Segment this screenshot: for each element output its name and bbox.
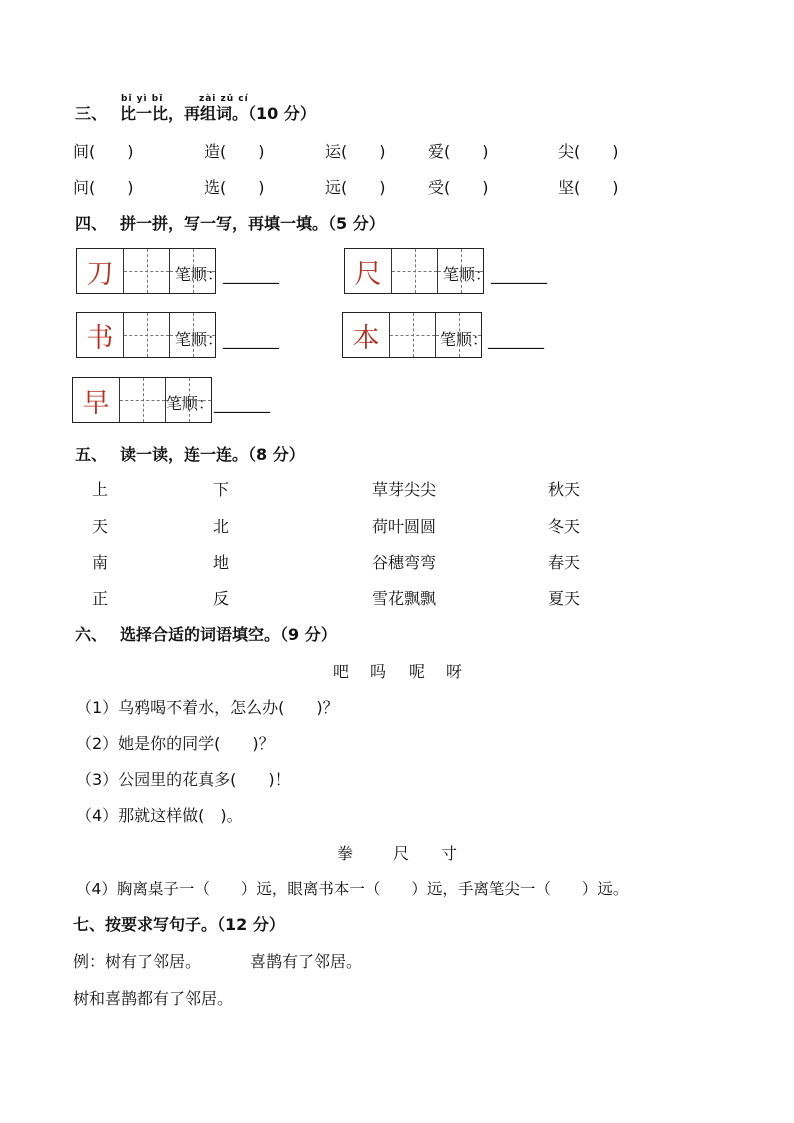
- word-pair-item: 运( ): [325, 142, 386, 161]
- match-item[interactable]: 反: [213, 589, 230, 608]
- match-item[interactable]: 荷叶圆圆: [372, 517, 437, 536]
- word-pair-item: 选( ): [204, 178, 265, 197]
- fill-blank-question: （2）她是你的同学( )？: [76, 734, 275, 753]
- stroke-order-label: 笔顺：_______: [175, 330, 280, 349]
- grid-cell-character: [73, 378, 119, 422]
- word-bank-item: 尺: [393, 844, 410, 863]
- section-4-number: 四、: [75, 214, 108, 233]
- word-bank-item: 呀: [446, 662, 463, 681]
- pinyin-bi-yi-bi: bǐ yì bǐ: [121, 94, 164, 104]
- match-item[interactable]: 草芽尖尖: [372, 480, 437, 499]
- grid-cell-blank[interactable]: [389, 313, 435, 357]
- pinyin-zai-zu-ci: zài zǔ cí: [199, 94, 249, 104]
- grid-cell-character: [345, 249, 391, 293]
- section-6-title: 选择合适的词语填空。（9 分）: [120, 625, 337, 644]
- grid-cell-blank[interactable]: [123, 313, 169, 357]
- word-pair-item: 爱( ): [428, 142, 489, 161]
- example-sentence-1: 例：树有了邻居。: [73, 952, 202, 971]
- grid-cell-character: [343, 313, 389, 357]
- word-pair-item: 坚( ): [558, 178, 619, 197]
- example-sentence-combined: 树和喜鹊都有了邻居。: [73, 989, 234, 1008]
- stroke-order-label: 笔顺：_______: [440, 330, 545, 349]
- word-bank-item: 呢: [409, 662, 426, 681]
- fill-blank-question: （1）乌鸦喝不着水，怎么办( )？: [76, 698, 339, 717]
- fill-blank-question: （4）胸离桌子一（ ）远，眼离书本一（ ）远，手离笔尖一（ ）远。: [76, 880, 629, 898]
- character-ben: 本: [352, 322, 380, 354]
- character-shu: 书: [86, 322, 114, 354]
- section-6-number: 六、: [75, 625, 108, 644]
- stroke-order-label: 笔顺：_______: [175, 265, 280, 284]
- section-7-title: 七、按要求写句子。（12 分）: [73, 915, 285, 934]
- match-item[interactable]: 雪花飘飘: [372, 589, 437, 608]
- grid-cell-character: [77, 313, 123, 357]
- match-item[interactable]: 秋天: [548, 480, 581, 499]
- section-4-title: 拼一拼，写一写，再填一填。（5 分）: [120, 214, 385, 233]
- match-item[interactable]: 南: [92, 553, 109, 572]
- stroke-order-label: 笔顺：_______: [443, 265, 548, 284]
- match-item[interactable]: 北: [213, 517, 230, 536]
- match-item[interactable]: 正: [92, 589, 109, 608]
- character-dao: 刀: [86, 258, 114, 290]
- word-pair-item: 问( ): [73, 178, 134, 197]
- example-sentence-2: 喜鹊有了邻居。: [250, 952, 363, 971]
- word-pair-item: 造( ): [204, 142, 265, 161]
- grid-cell-blank[interactable]: [123, 249, 169, 293]
- grid-cell-blank[interactable]: [391, 249, 437, 293]
- word-pair-item: 间( ): [73, 142, 134, 161]
- word-bank-item: 寸: [441, 844, 458, 863]
- match-item[interactable]: 春天: [548, 553, 581, 572]
- match-item[interactable]: 下: [213, 480, 230, 499]
- word-pair-item: 受( ): [428, 178, 489, 197]
- section-5-number: 五、: [75, 445, 108, 464]
- match-item[interactable]: 谷穗弯弯: [372, 553, 437, 572]
- fill-blank-question: （4）那就这样做( )。: [76, 806, 243, 825]
- character-chi: 尺: [354, 258, 382, 290]
- grid-cell-character: [77, 249, 123, 293]
- character-zao: 早: [82, 387, 110, 419]
- match-item[interactable]: 冬天: [548, 517, 581, 536]
- match-item[interactable]: 地: [213, 553, 230, 572]
- stroke-order-label: 笔顺：_______: [166, 394, 271, 413]
- section-3-title: 比一比，再组词。（10 分）: [120, 104, 316, 123]
- match-item[interactable]: 夏天: [548, 589, 581, 608]
- grid-cell-blank[interactable]: [119, 378, 165, 422]
- word-bank-item: 拳: [337, 844, 354, 863]
- word-pair-item: 远( ): [325, 178, 386, 197]
- word-bank-item: 吗: [370, 662, 387, 681]
- match-item[interactable]: 上: [92, 480, 109, 499]
- fill-blank-question: （3）公园里的花真多( )！: [76, 770, 291, 789]
- section-3-number: 三、: [75, 104, 108, 123]
- word-bank-item: 吧: [333, 662, 350, 681]
- word-pair-item: 尖( ): [558, 142, 619, 161]
- section-5-title: 读一读，连一连。（8 分）: [120, 445, 305, 464]
- match-item[interactable]: 天: [92, 517, 109, 536]
